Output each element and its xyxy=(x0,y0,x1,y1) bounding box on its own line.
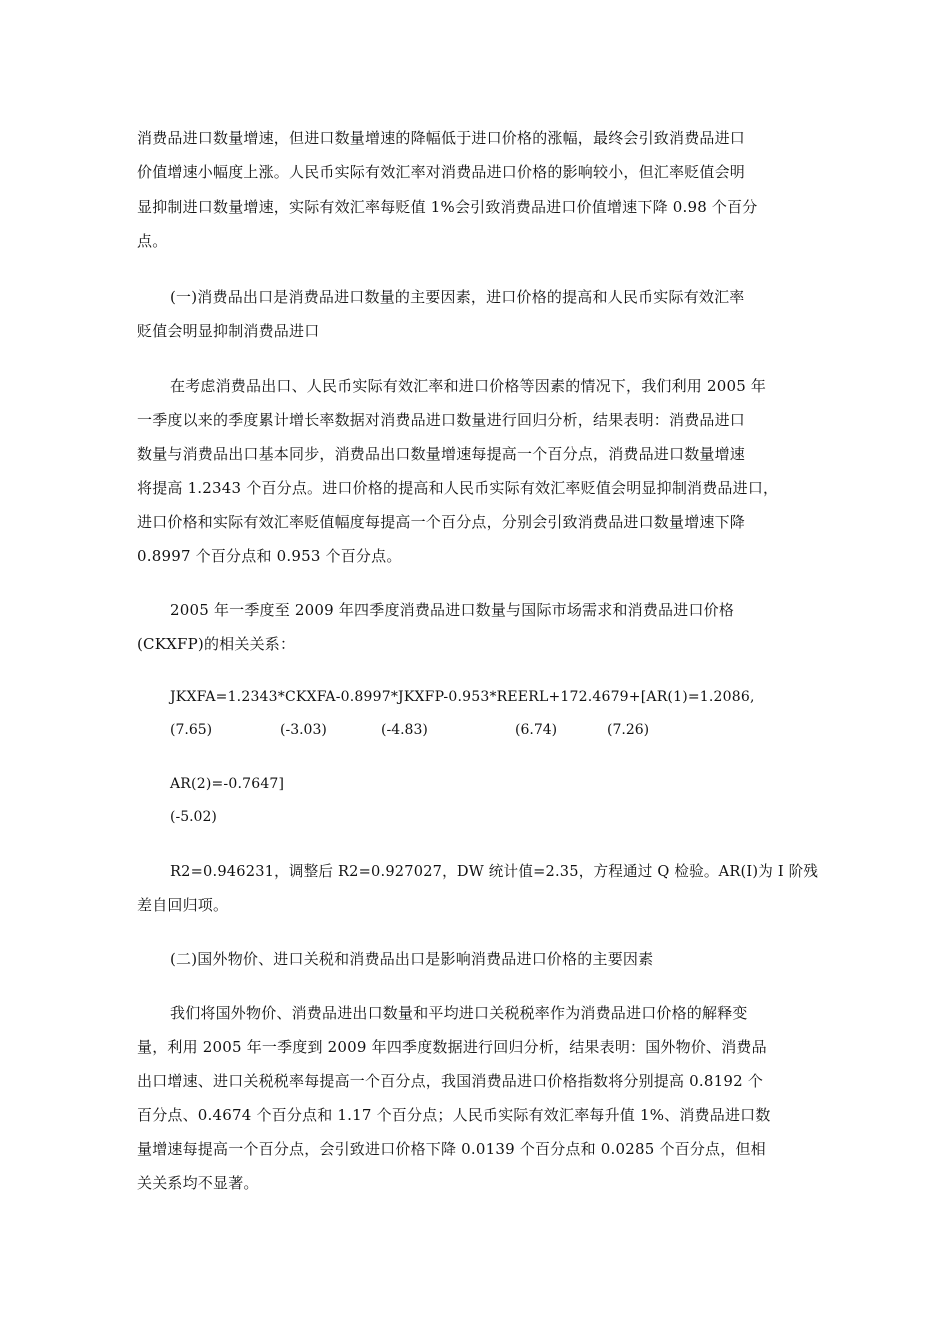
section-heading-1-line-1: (一)消费品出口是消费品进口数量的主要因素，进口价格的提高和人民币实际有效汇率 xyxy=(170,288,745,306)
paragraph-5-line-6: 关关系均不显著。 xyxy=(137,1174,259,1192)
t-stat-4: (6.74) xyxy=(515,722,558,738)
paragraph-5-line-3: 出口增速、进口关税税率每提高一个百分点，我国消费品进口价格指数将分别提高 0.8192 个 xyxy=(137,1072,764,1090)
paragraph-2-line-4: 将提高 1.2343 个百分点。进口价格的提高和人民币实际有效汇率贬值会明显抑制消费品进口， xyxy=(137,479,779,497)
paragraph-4-line-1: R2=0.946231，调整后 R2=0.927027，DW 统计值=2.35，方程通过 Q 检验。AR(I)为 I 阶残 xyxy=(170,862,819,880)
section-heading-1-line-2: 贬值会明显抑制消费品进口 xyxy=(137,322,320,340)
t-stat-5: (7.26) xyxy=(607,722,650,738)
paragraph-1-line-4: 点。 xyxy=(137,232,168,250)
section-heading-2-line-1: (二)国外物价、进口关税和消费品出口是影响消费品进口价格的主要因素 xyxy=(170,950,654,968)
paragraph-2-line-3: 数量与消费品出口基本同步，消费品出口数量增速每提高一个百分点，消费品进口数量增速 xyxy=(137,445,746,463)
equation-line-2: AR(2)=-0.7647] xyxy=(170,776,285,792)
paragraph-3-line-1: 2005 年一季度至 2009 年四季度消费品进口数量与国际市场需求和消费品进口价格 xyxy=(170,601,735,619)
paragraph-2-line-5: 进口价格和实际有效汇率贬值幅度每提高一个百分点，分别会引致消费品进口数量增速下降 xyxy=(137,513,746,531)
paragraph-3-line-2: (CKXFP)的相关关系： xyxy=(137,635,296,653)
paragraph-2-line-2: 一季度以来的季度累计增长率数据对消费品进口数量进行回归分析，结果表明：消费品进口 xyxy=(137,411,746,429)
paragraph-5-line-2: 量，利用 2005 年一季度到 2009 年四季度数据进行回归分析，结果表明：国外物价、消费品 xyxy=(137,1038,767,1056)
paragraph-1-line-2: 价值增速小幅度上涨。人民币实际有效汇率对消费品进口价格的影响较小，但汇率贬值会明 xyxy=(137,163,746,181)
t-stat-3: (-4.83) xyxy=(381,722,428,738)
equation-line-1: JKXFA=1.2343*CKXFA-0.8997*JKXFP-0.953*REERL+172.4679+[AR(1)=1.2086, xyxy=(170,689,755,705)
paragraph-2-line-6: 0.8997 个百分点和 0.953 个百分点。 xyxy=(137,547,402,565)
paragraph-1-line-1: 消费品进口数量增速，但进口数量增速的降幅低于进口价格的涨幅，最终会引致消费品进口 xyxy=(137,129,746,147)
paragraph-5-line-1: 我们将国外物价、消费品进出口数量和平均进口关税税率作为消费品进口价格的解释变 xyxy=(170,1004,748,1022)
paragraph-5-line-4: 百分点、0.4674 个百分点和 1.17 个百分点；人民币实际有效汇率每升值 1%、消费品进口数 xyxy=(137,1106,771,1124)
t-stat-6: (-5.02) xyxy=(170,809,217,825)
paragraph-1-line-3: 显抑制进口数量增速，实际有效汇率每贬值 1%会引致消费品进口价值增速下降 0.98 个百分 xyxy=(137,198,758,216)
paragraph-2-line-1: 在考虑消费品出口、人民币实际有效汇率和进口价格等因素的情况下，我们利用 2005 年 xyxy=(170,377,767,395)
t-stat-2: (-3.03) xyxy=(280,722,327,738)
t-stat-1: (7.65) xyxy=(170,722,213,738)
paragraph-4-line-2: 差自回归项。 xyxy=(137,896,229,914)
paragraph-5-line-5: 量增速每提高一个百分点，会引致进口价格下降 0.0139 个百分点和 0.0285 个百分点，但相 xyxy=(137,1140,766,1158)
